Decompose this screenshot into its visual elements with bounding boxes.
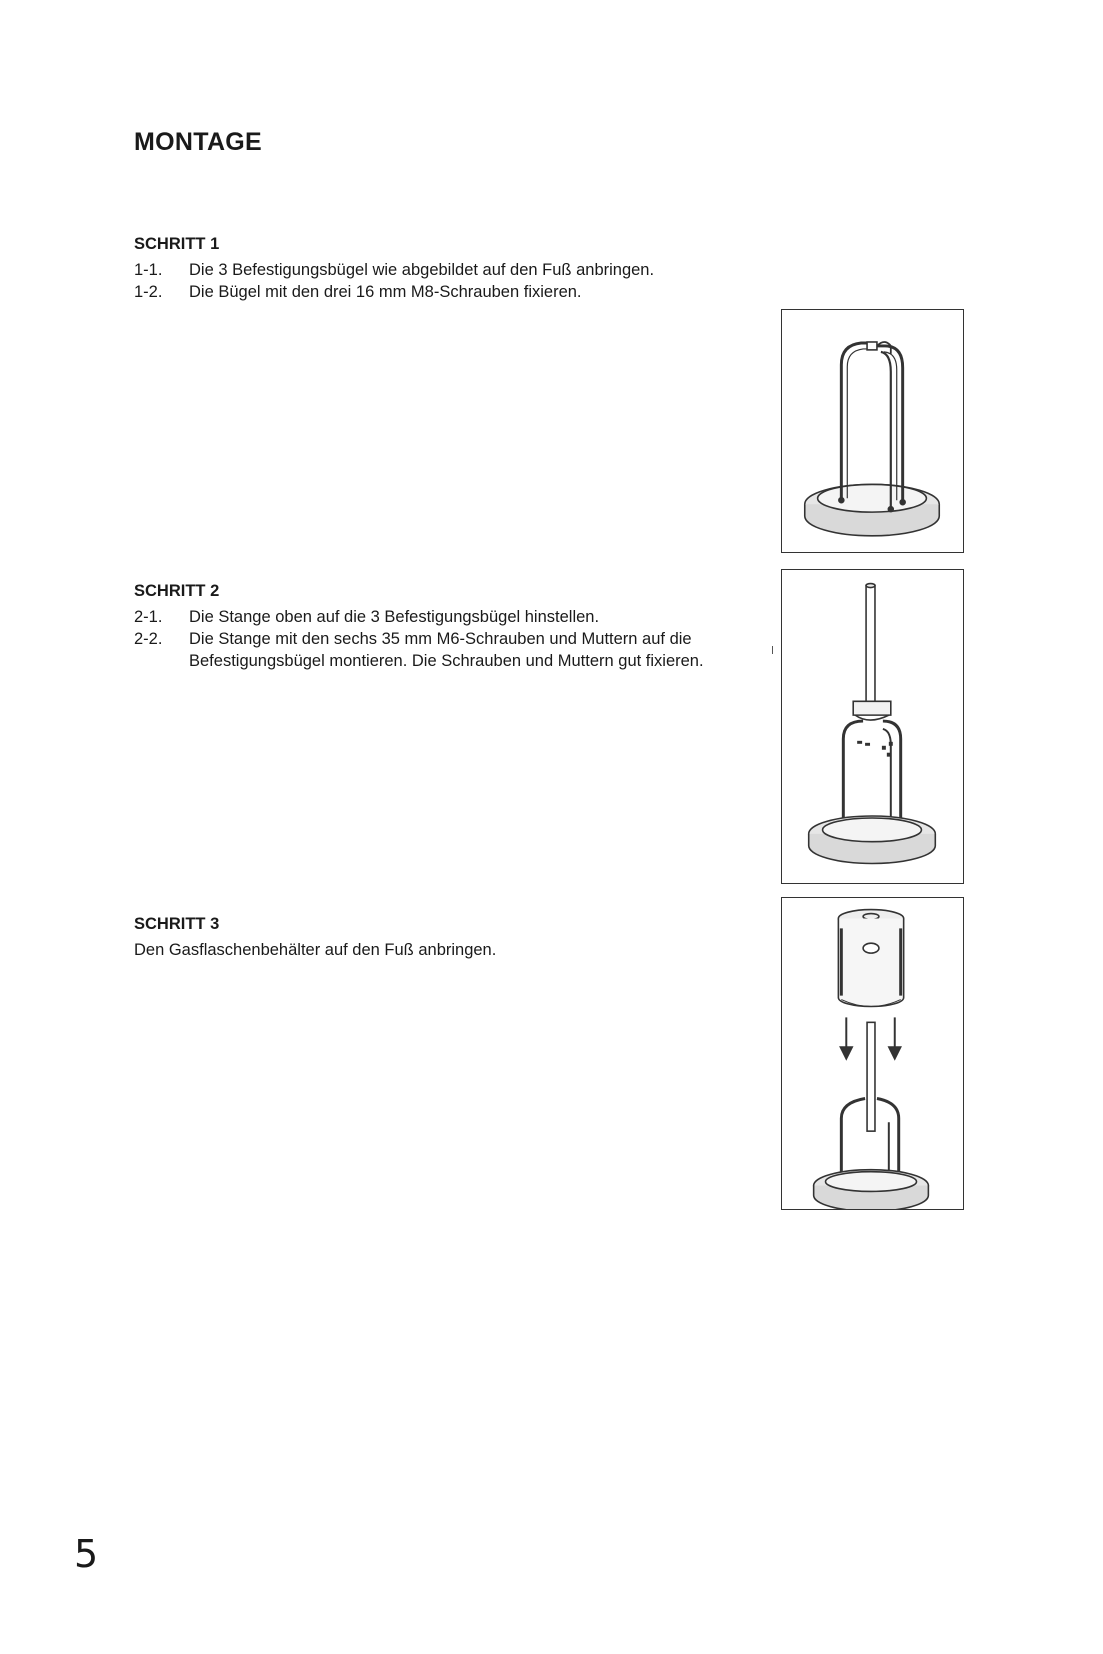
item-number: 1-1.: [134, 261, 163, 279]
step-3-section: [134, 913, 774, 961]
step-1-heading: SCHRITT 1: [134, 235, 220, 253]
item-text: Die Bügel mit den drei 16 mm M8-Schrauben fixieren.: [189, 283, 582, 301]
step-1-item-1: [134, 259, 774, 281]
step-2-section: [134, 580, 774, 672]
step-3-gas-cylinder-housing-onto-base-illustration: [781, 897, 964, 1210]
stray-mark: [772, 646, 773, 654]
page-number: 5: [74, 1532, 99, 1576]
step-2-item-1: [134, 606, 774, 628]
page-title: MONTAGE: [134, 128, 263, 156]
item-number: 1-2.: [134, 283, 163, 301]
step-1-section: [134, 233, 774, 303]
step-2-pole-mounted-on-brackets-illustration: [781, 569, 964, 884]
step-3-heading: SCHRITT 3: [134, 915, 220, 933]
step-3-text: Den Gasflaschenbehälter auf den Fuß anbringen.: [134, 941, 497, 959]
item-text: Die 3 Befestigungsbügel wie abgebildet auf den Fuß anbringen.: [189, 261, 655, 279]
step-2-item-2-continuation: Befestigungsbügel montieren. Die Schrauben und Muttern gut fixieren.: [189, 652, 704, 670]
item-number: 2-1.: [134, 608, 163, 626]
step-2-item-2: [134, 628, 774, 650]
item-text: Die Stange mit den sechs 35 mm M6-Schrauben und Muttern auf die: [189, 630, 692, 648]
item-text: Die Stange oben auf die 3 Befestigungsbügel hinstellen.: [189, 608, 600, 626]
item-number: 2-2.: [134, 630, 163, 648]
step-2-heading: SCHRITT 2: [134, 582, 220, 600]
step-1-item-2: [134, 281, 774, 303]
step-1-brackets-on-base-illustration: [781, 309, 964, 553]
